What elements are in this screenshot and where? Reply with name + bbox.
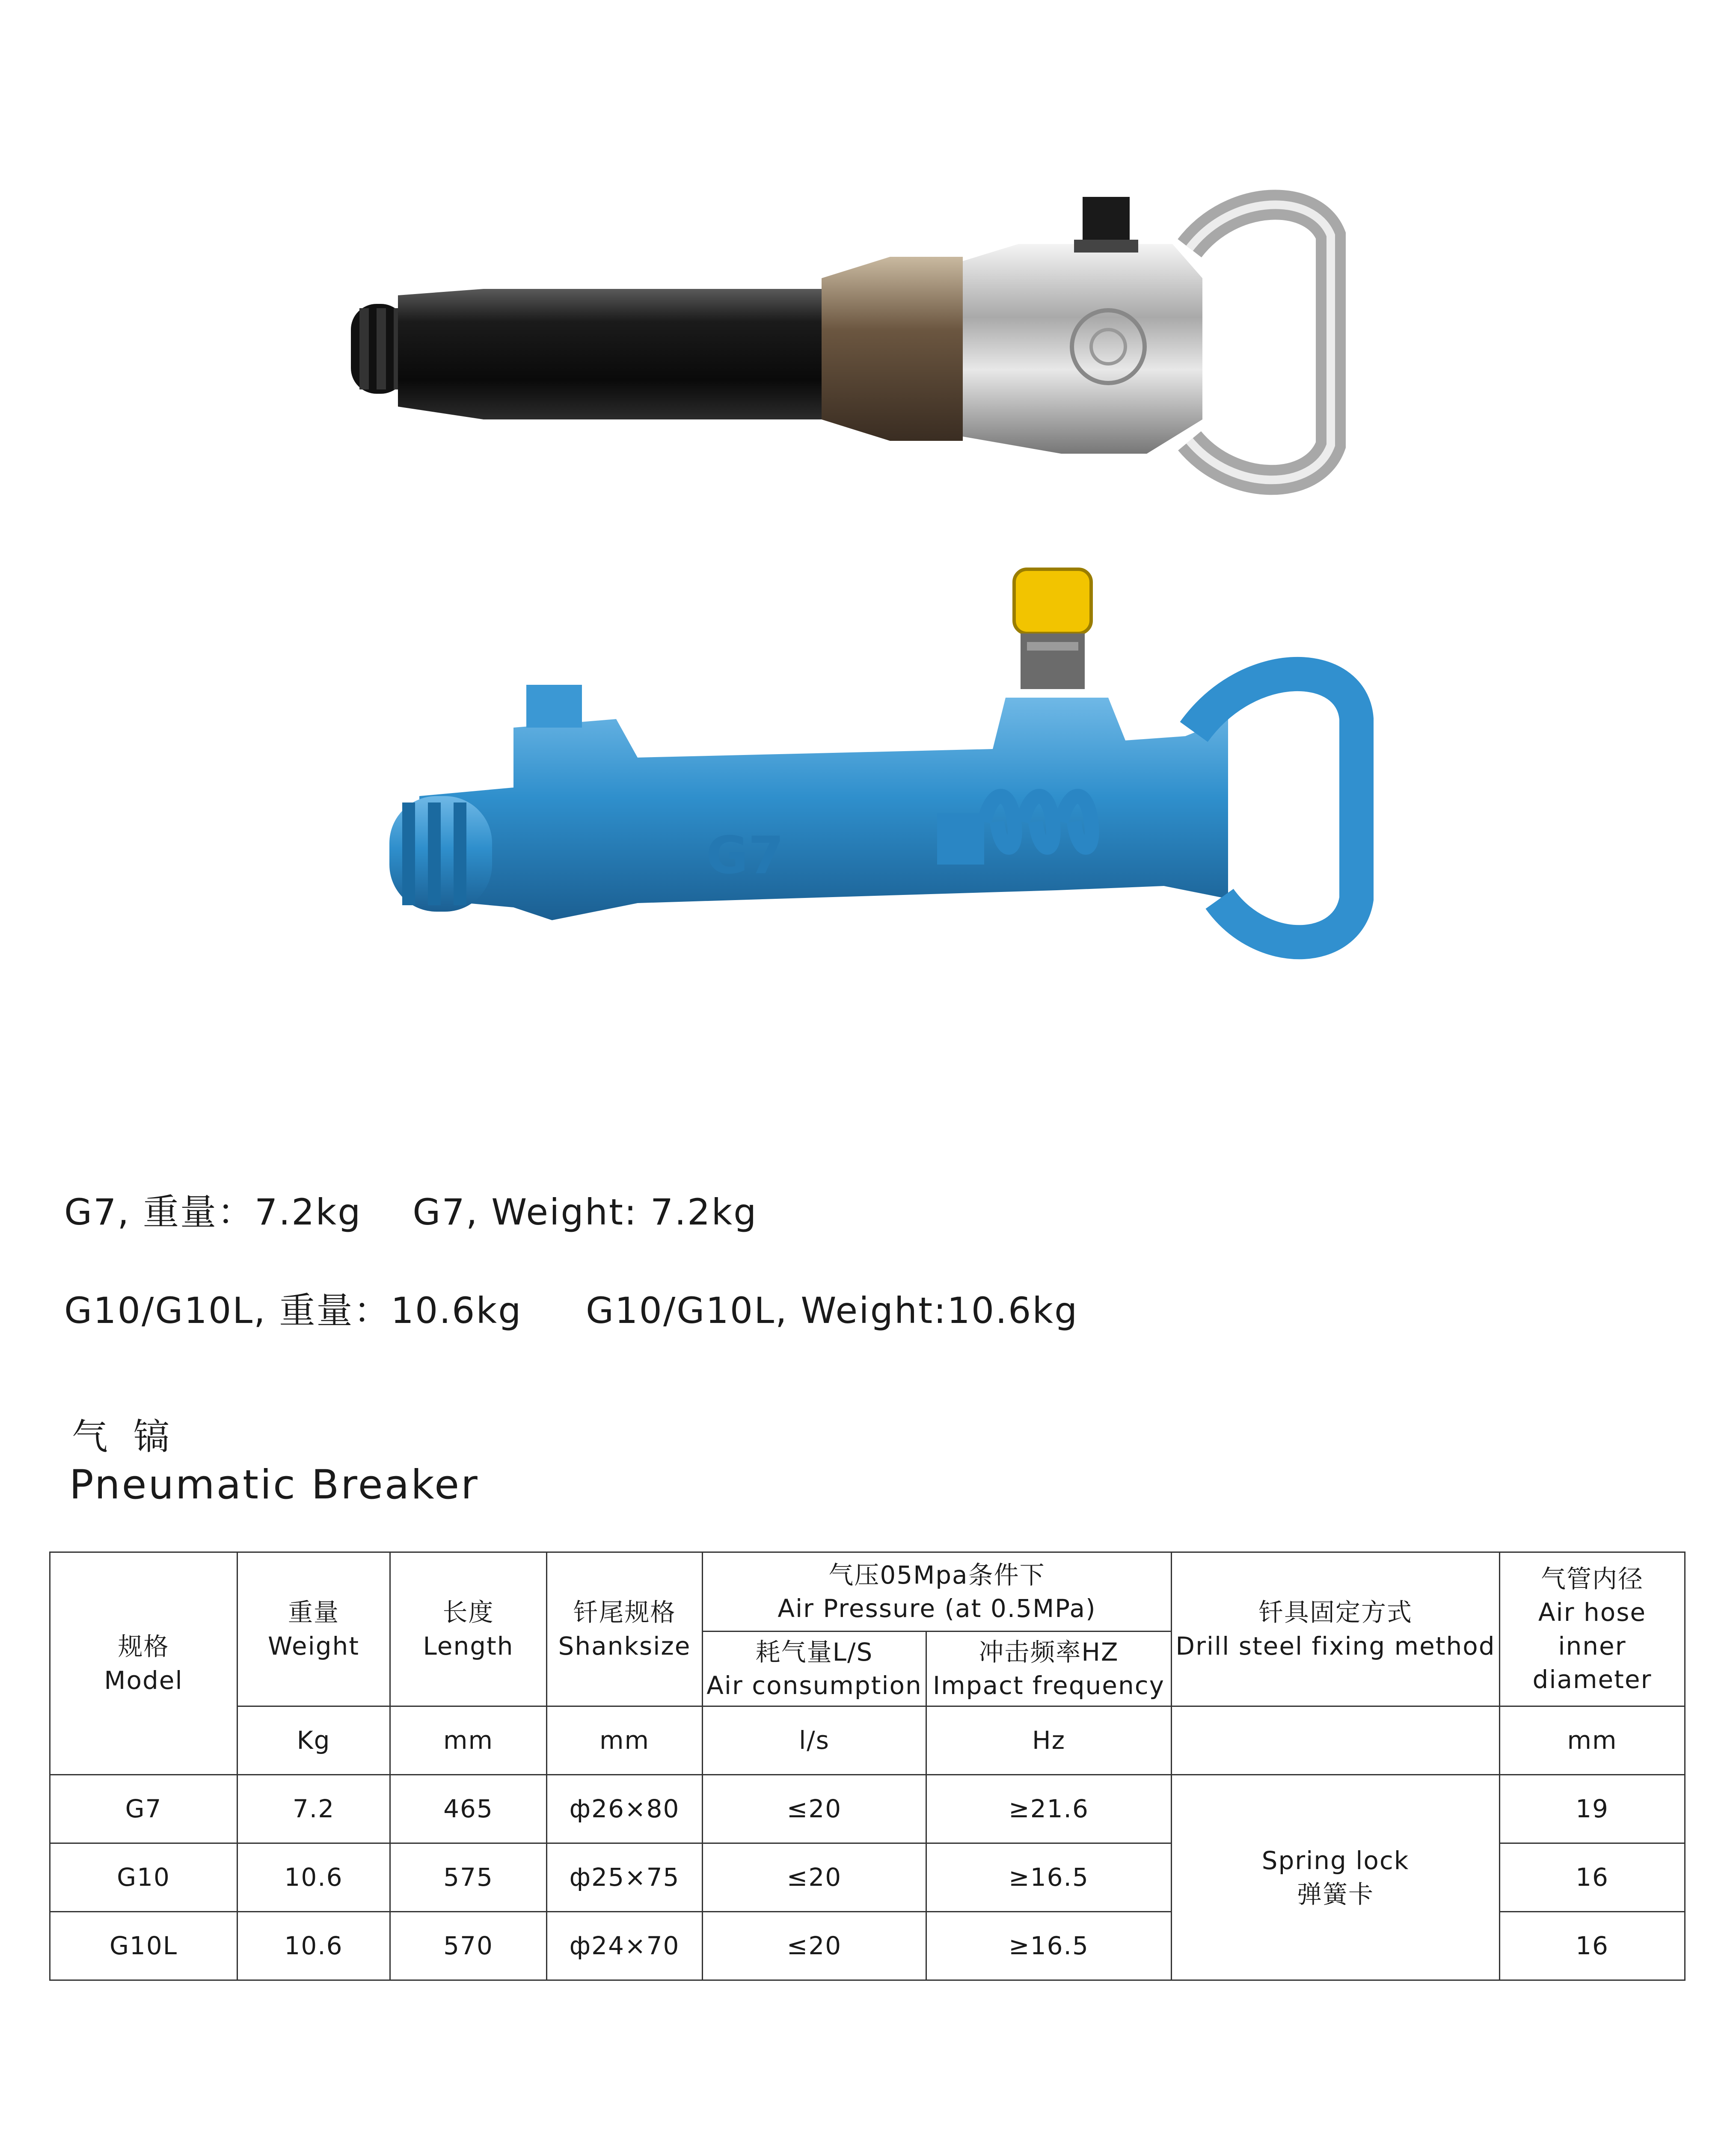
header-pressure xyxy=(703,1552,1172,1632)
header-impact-cn: 冲击频率HZ xyxy=(979,1637,1119,1667)
header-weight-cn: 重量 xyxy=(288,1598,339,1627)
cell-impact: ≥16.5 xyxy=(926,1912,1172,1980)
unit-impact: Hz xyxy=(926,1706,1172,1775)
header-shank xyxy=(547,1552,703,1706)
header-impact xyxy=(926,1632,1172,1706)
header-model-cn: 规格 xyxy=(118,1632,169,1661)
cell-length: 465 xyxy=(390,1775,547,1843)
header-consumption-cn: 耗气量L/S xyxy=(755,1637,873,1667)
unit-consumption: l/s xyxy=(703,1706,926,1775)
header-length xyxy=(390,1552,547,1706)
cell-impact: ≥21.6 xyxy=(926,1775,1172,1843)
spec-line-g7: G7, 重量：7.2kg G7, Weight: 7.2kg xyxy=(64,1191,758,1233)
cell-weight: 7.2 xyxy=(237,1775,390,1843)
cell-consumption: ≤20 xyxy=(703,1775,926,1843)
header-fixing-cn: 钎具固定方式 xyxy=(1258,1598,1413,1627)
cell-impact: ≥16.5 xyxy=(926,1843,1172,1912)
unit-fixing xyxy=(1172,1706,1500,1775)
page-title-en: Pneumatic Breaker xyxy=(69,1462,479,1508)
spec-table xyxy=(49,1552,1686,1981)
cell-shank: ф24×70 xyxy=(547,1912,703,1980)
cell-weight: 10.6 xyxy=(237,1843,390,1912)
spec-line-g10: G10/G10L, 重量：10.6kg G10/G10L, Weight:10.6kg xyxy=(64,1290,1079,1332)
header-fixing xyxy=(1172,1552,1500,1706)
cell-model: G10 xyxy=(50,1843,237,1912)
header-hose-en2: diameter xyxy=(1532,1664,1652,1694)
breaker-photo-silver xyxy=(334,180,1361,505)
cell-model: G7 xyxy=(50,1775,237,1843)
cell-fixing xyxy=(1172,1775,1500,1980)
cell-hose: 16 xyxy=(1500,1843,1685,1912)
header-consumption xyxy=(703,1632,926,1706)
cell-weight: 10.6 xyxy=(237,1912,390,1980)
unit-shank: mm xyxy=(547,1706,703,1775)
fixing-value-cn: 弹簧卡 xyxy=(1297,1879,1374,1909)
cell-length: 575 xyxy=(390,1843,547,1912)
unit-hose: mm xyxy=(1500,1706,1685,1775)
header-pressure-en: Air Pressure (at 0.5MPa) xyxy=(777,1594,1096,1623)
header-length-cn: 长度 xyxy=(442,1598,494,1627)
unit-length: mm xyxy=(390,1706,547,1775)
header-consumption-en: Air consumption xyxy=(706,1671,922,1700)
header-model-en: Model xyxy=(104,1665,183,1695)
header-model xyxy=(50,1552,237,1775)
header-pressure-cn: 气压05Mpa条件下 xyxy=(828,1560,1045,1590)
cell-shank: ф25×75 xyxy=(547,1843,703,1912)
page-title-cn: 气镐 xyxy=(72,1416,196,1458)
breaker-photo-blue xyxy=(372,556,1374,980)
header-weight xyxy=(237,1552,390,1706)
header-hose xyxy=(1500,1552,1685,1706)
unit-weight: Kg xyxy=(237,1706,390,1775)
cell-model: G10L xyxy=(50,1912,237,1980)
header-fixing-en: Drill steel fixing method xyxy=(1175,1631,1496,1661)
header-hose-en1: Air hose inner xyxy=(1538,1598,1647,1661)
header-shank-cn: 钎尾规格 xyxy=(573,1598,676,1627)
header-shank-en: Shanksize xyxy=(558,1631,691,1661)
header-weight-en: Weight xyxy=(267,1631,360,1661)
cell-hose: 16 xyxy=(1500,1912,1685,1980)
svg-text:G7: G7 xyxy=(706,826,784,886)
fixing-value-en: Spring lock xyxy=(1261,1846,1410,1875)
cell-length: 570 xyxy=(390,1912,547,1980)
cell-consumption: ≤20 xyxy=(703,1912,926,1980)
table-row xyxy=(50,1775,1685,1843)
header-impact-en: Impact frequency xyxy=(933,1671,1165,1700)
header-length-en: Length xyxy=(423,1631,514,1661)
header-hose-cn: 气管内径 xyxy=(1540,1564,1644,1593)
cell-shank: ф26×80 xyxy=(547,1775,703,1843)
cell-hose: 19 xyxy=(1500,1775,1685,1843)
cell-consumption: ≤20 xyxy=(703,1843,926,1912)
